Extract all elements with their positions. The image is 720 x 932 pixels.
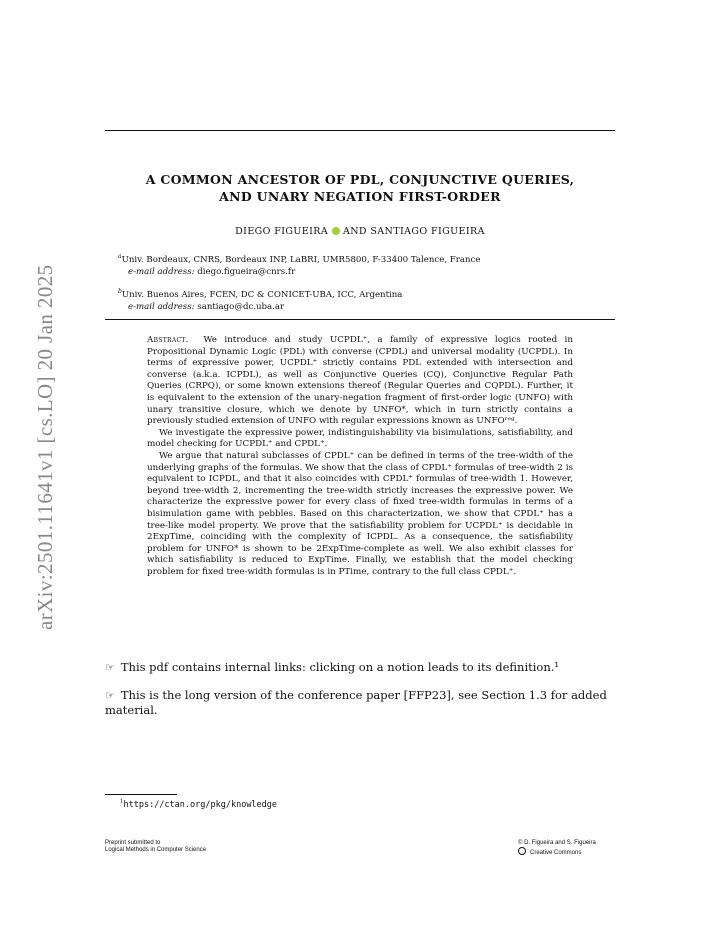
arxiv-identifier: arXiv:2501.11641v1 [cs.LO] 20 Jan 2025 bbox=[33, 264, 57, 630]
affiliation-text: Univ. Bordeaux, CNRS, Bordeaux INP, LaBRI, UMR5800, F-33400 Talence, France bbox=[121, 254, 481, 265]
footer-right-line-1: © D. Figueira and S. Figueira bbox=[518, 840, 596, 846]
footer-right bbox=[518, 840, 596, 857]
footnote-url[interactable]: https://ctan.org/pkg/knowledge bbox=[123, 799, 278, 810]
email[interactable]: santiago@dc.uba.ar bbox=[197, 301, 285, 312]
paper-title bbox=[105, 171, 615, 205]
abstract-paragraph-2: We investigate the expressive power, indistinguishability via bisimulations, satisfiability, and model checking for UCPDL⁺ and CPDL⁺. bbox=[147, 427, 573, 450]
authors bbox=[105, 226, 615, 237]
author-2: AND SANTIAGO FIGUEIRA bbox=[342, 226, 485, 237]
note-long-version bbox=[105, 688, 615, 718]
footnote-rule bbox=[105, 794, 177, 795]
footer-left-line-2: Logical Methods in Computer Science bbox=[105, 847, 207, 853]
abstract bbox=[147, 335, 573, 578]
footnote bbox=[120, 799, 277, 810]
abstract-heading: Abstract. bbox=[147, 335, 189, 345]
creative-commons-icon bbox=[518, 847, 526, 855]
title-line-2: AND UNARY NEGATION FIRST-ORDER bbox=[219, 189, 501, 204]
title-line-1: A COMMON ANCESTOR OF PDL, CONJUNCTIVE QUERIES, bbox=[145, 172, 575, 187]
email-label: e-mail address bbox=[128, 301, 192, 312]
affiliation-text: Univ. Buenos Aires, FCEN, DC & CONICET-UBA, ICC, Argentina bbox=[121, 289, 403, 300]
note-text: This pdf contains internal links: clicking on a notion leads to its definition.¹ bbox=[120, 660, 560, 674]
abstract-paragraph-1 bbox=[147, 335, 573, 428]
abstract-rule bbox=[105, 319, 615, 320]
author-1: DIEGO FIGUEIRA bbox=[235, 226, 329, 237]
footer-right-line-2: Creative Commons bbox=[530, 850, 582, 856]
footer-left-line-1: Preprint submitted to bbox=[105, 840, 161, 846]
affiliation-a: $^a$Univ. Bordeaux, CNRS, Bordeaux INP, LaBRI, UMR5800, F-33400 Talence, France e-mail address: diego.figueira@cnrs.fr bbox=[118, 253, 481, 277]
abstract-p1: We introduce and study UCPDL⁺, a family of expressive logics rooted in Propositional Dynamic Logic (PDL) with converse (CPDL) and universal modality (UCPDL). In terms of expressive power, UCPDL⁺ strictly contains PDL extended with intersection and converse (a.k.a. ICPDL), as well as Conjunctive Queries (CQ), Conjunctive Regular Path Queries (CRPQ), or some known extensions thereof (Regular Queries and CQPDL). Further, it is equivalent to the extension of the unary-negation fragment of first-order logic (UNFO) with unary transitive closure, which we denote by UNFO*, which in turn strictly contains a previously studied extension of UNFO with regular expressions known as UNFOʳᵉᵍ. bbox=[147, 335, 573, 427]
top-rule bbox=[105, 130, 615, 131]
affiliation-b: $^b$Univ. Buenos Aires, FCEN, DC & CONICET-UBA, ICC, Argentina e-mail address: santiago@dc.uba.ar bbox=[118, 288, 403, 312]
footer-left bbox=[105, 840, 206, 854]
footnote-mark: 1 bbox=[120, 799, 124, 805]
note-text: This is the long version of the conference paper [FFP23], see Section 1.3 for added material. bbox=[105, 688, 607, 717]
email-label: e-mail address bbox=[128, 266, 192, 277]
pointing-hand-icon: ☞ bbox=[105, 689, 115, 702]
orcid-icon[interactable] bbox=[332, 227, 340, 235]
affiliation-mark: a bbox=[118, 253, 122, 260]
pointing-hand-icon: ☞ bbox=[105, 661, 115, 674]
note-internal-links bbox=[105, 660, 615, 675]
affiliation-mark: b bbox=[118, 288, 122, 295]
email[interactable]: diego.figueira@cnrs.fr bbox=[197, 266, 296, 277]
abstract-paragraph-3: We argue that natural subclasses of CPDL⁺ can be defined in terms of the tree-width of the underlying graphs of the formulas. We show that the class of CPDL⁺ formulas of tree-width 2 is equivalent to ICPDL, and that it also coincides with CPDL⁺ formulas of tree-width 1. However, beyond tree-width 2, incrementing the tree-width strictly increases the expressive power. We characterize the expressive power for every class of fixed tree-width formulas in terms of a bisimulation game with pebbles. Based on this characterization, we show that CPDL⁺ has a tree-like model property. We prove that the satisfiability problem for UCPDL⁺ is decidable in 2ExpTime, coinciding with the complexity of ICPDL. As a consequence, the satisfiability problem for UNFO* is shown to be 2ExpTime-complete as well. We also exhibit classes for which satisfiability is reduced to ExpTime. Finally, we establish that the model checking problem for fixed tree-width formulas is in PTime, contrary to the full class CPDL⁺. bbox=[147, 450, 573, 577]
